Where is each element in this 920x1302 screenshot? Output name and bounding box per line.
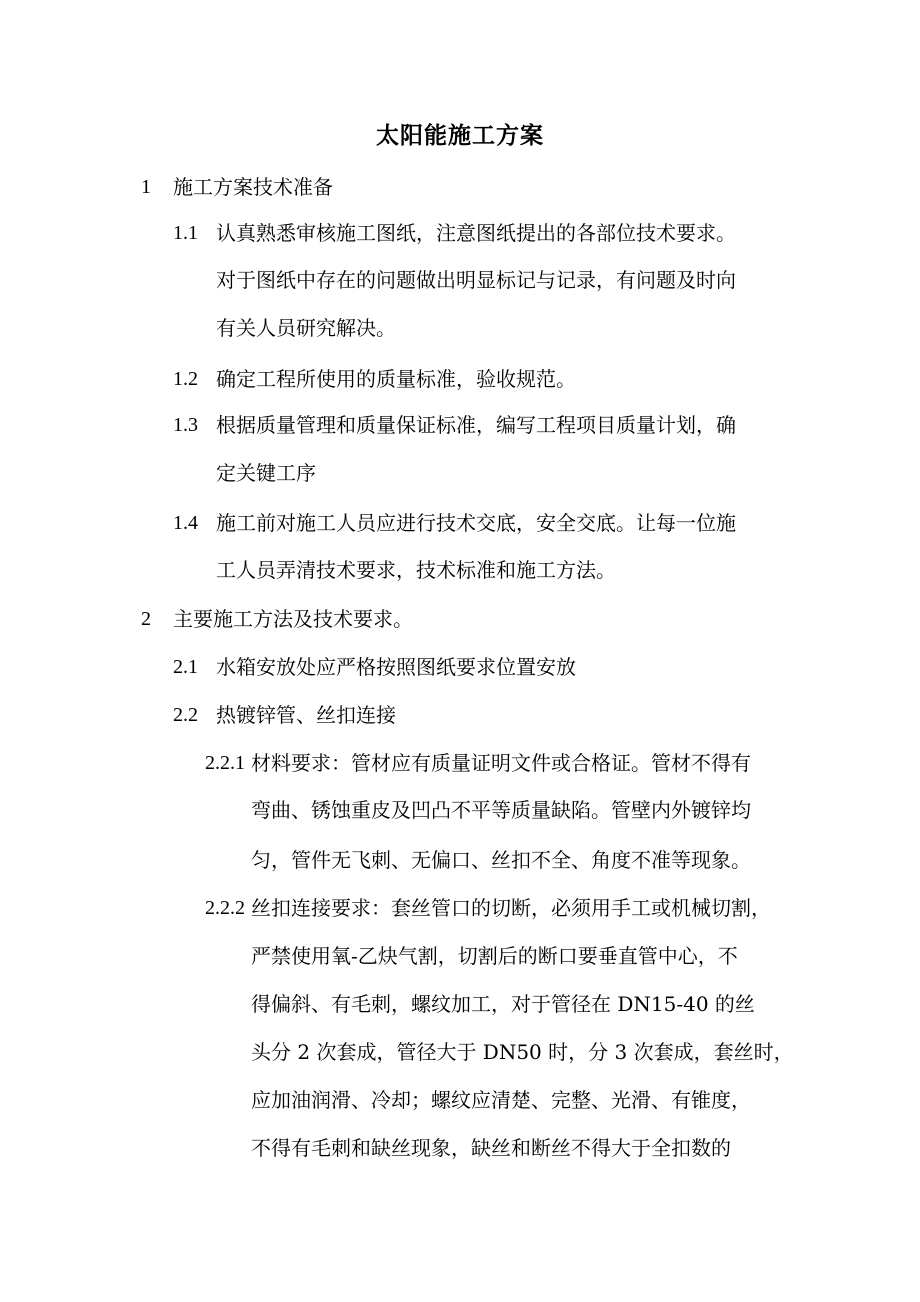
item-line: 水箱安放处应严格按照图纸要求位置安放 bbox=[216, 655, 576, 679]
item-number: 1.3 bbox=[173, 414, 198, 436]
item-line: 对于图纸中存在的问题做出明显标记与记录，有问题及时向 bbox=[216, 268, 736, 292]
item-line: 施工前对施工人员应进行技术交底，安全交底。让每一位施 bbox=[216, 511, 736, 535]
subitem-line: 丝扣连接要求：套丝管口的切断，必须用手工或机械切割， bbox=[251, 896, 771, 920]
subitem-number: 2.2.2 bbox=[205, 897, 245, 919]
item-line: 认真熟悉审核施工图纸，注意图纸提出的各部位技术要求。 bbox=[216, 221, 736, 245]
subitem-line: 材料要求：管材应有质量证明文件或合格证。管材不得有 bbox=[251, 751, 751, 775]
document-title: 太阳能施工方案 bbox=[376, 122, 544, 149]
section-number: 2 bbox=[141, 608, 151, 630]
subitem-line: 严禁使用氧-乙炔气割，切割后的断口要垂直管中心，不 bbox=[251, 944, 738, 968]
subitem-line: 弯曲、锈蚀重皮及凹凸不平等质量缺陷。管壁内外镀锌均 bbox=[251, 798, 751, 822]
subitem-number: 2.2.1 bbox=[205, 752, 245, 774]
subitem-line: 匀，管件无飞刺、无偏口、丝扣不全、角度不准等现象。 bbox=[251, 848, 751, 872]
subitem-line: 不得有毛刺和缺丝现象，缺丝和断丝不得大于全扣数的 bbox=[251, 1136, 731, 1160]
subitem-line: 得偏斜、有毛刺，螺纹加工，对于管径在 DN15-40 的丝 bbox=[251, 992, 755, 1016]
item-line: 定关键工序 bbox=[216, 461, 316, 485]
item-number: 1.4 bbox=[173, 512, 198, 534]
item-number: 2.1 bbox=[173, 656, 198, 678]
section-number: 1 bbox=[141, 176, 151, 198]
item-line: 根据质量管理和质量保证标准，编写工程项目质量计划，确 bbox=[216, 413, 736, 437]
subitem-line: 头分 2 次套成，管径大于 DN50 时，分 3 次套成，套丝时， bbox=[251, 1040, 794, 1064]
item-number: 1.2 bbox=[173, 368, 198, 390]
item-line: 有关人员研究解决。 bbox=[216, 316, 396, 340]
section-heading: 主要施工方法及技术要求。 bbox=[173, 607, 413, 631]
item-line: 工人员弄清技术要求，技术标准和施工方法。 bbox=[216, 558, 616, 582]
item-number: 1.1 bbox=[173, 222, 198, 244]
item-line: 确定工程所使用的质量标准，验收规范。 bbox=[216, 367, 576, 391]
item-line: 热镀锌管、丝扣连接 bbox=[216, 703, 396, 727]
subitem-line: 应加油润滑、冷却；螺纹应清楚、完整、光滑、有锥度， bbox=[251, 1088, 751, 1112]
section-heading: 施工方案技术准备 bbox=[173, 175, 333, 199]
item-number: 2.2 bbox=[173, 704, 198, 726]
